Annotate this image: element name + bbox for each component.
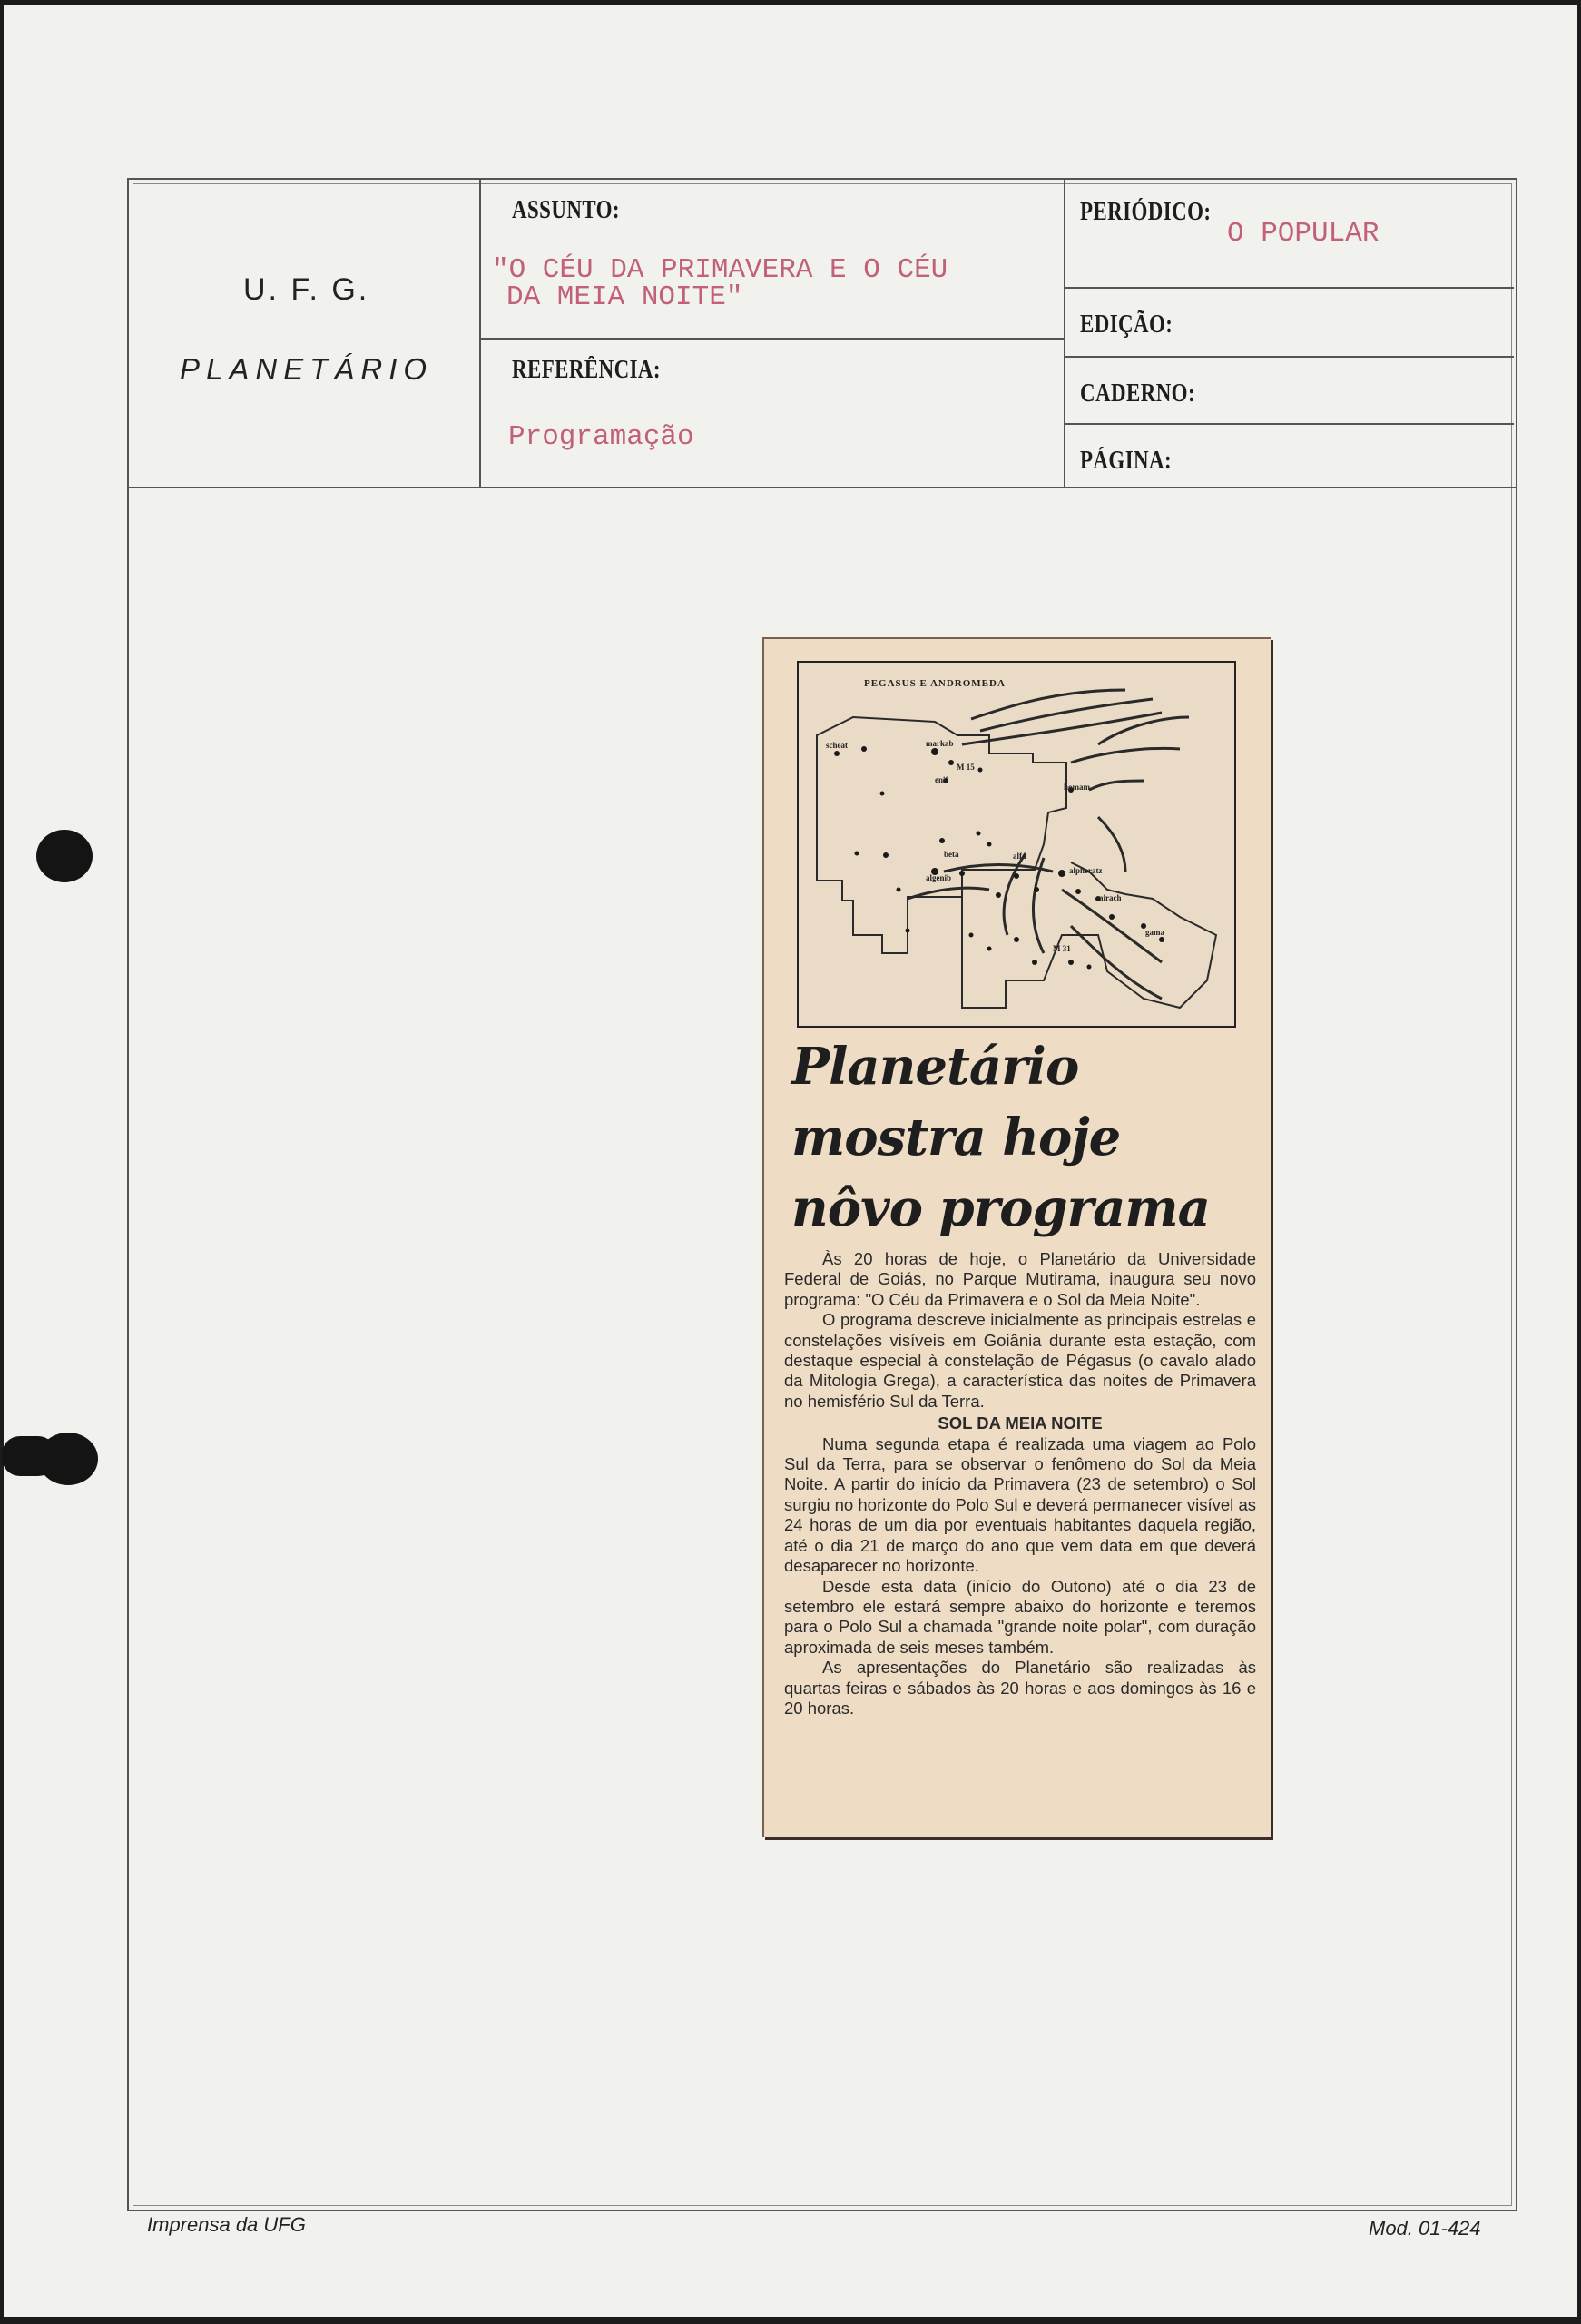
footer-form-code: Mod. 01-424	[1369, 2217, 1481, 2240]
headline-line-1: Planetário	[791, 1037, 1079, 1097]
headline-line-2: mostra hoje	[791, 1108, 1121, 1167]
headline-line-3: nôvo programa	[791, 1178, 1210, 1238]
periodico-value: O POPULAR	[1227, 218, 1380, 250]
assunto-value-line2: DA MEIA NOITE"	[506, 281, 743, 313]
periodico-label: PERIÓDICO:	[1080, 198, 1212, 226]
department-name: PLANETÁRIO	[180, 352, 434, 386]
article-subheading: SOL DA MEIA NOITE	[938, 1413, 1103, 1433]
referencia-value: Programação	[508, 421, 694, 453]
assunto-label: ASSUNTO:	[512, 196, 620, 224]
map-label-6: alfa	[1013, 852, 1026, 861]
article-body	[784, 1249, 1256, 1718]
referencia-label: REFERÊNCIA:	[512, 356, 661, 384]
map-label-11: gama	[1145, 928, 1164, 937]
periodico-rule	[1065, 287, 1514, 289]
constellation-map	[797, 661, 1236, 1028]
assunto-rule	[481, 338, 1064, 340]
article-headline	[791, 1031, 1254, 1244]
punch-hole-top	[36, 830, 93, 882]
article-paragraph-2: O programa descreve inicialmente as principais estrelas e constelações visíveis em Goiânia durante esta estação, com destaque especial à constelação de Pégasus (o cavalo alado da Mitologia Grega), a característica das noites de Primavera no hemisfério Sul da Terra.	[784, 1310, 1256, 1411]
edicao-rule	[1065, 356, 1514, 358]
pagina-label: PÁGINA:	[1080, 447, 1173, 475]
punch-hole-bottom	[38, 1433, 98, 1485]
map-label-8: alpheratz	[1069, 866, 1103, 875]
institution-name: U. F. G.	[243, 272, 370, 307]
map-label-5: beta	[944, 850, 959, 859]
map-label-1: markab	[926, 739, 954, 748]
article-paragraph-5: As apresentações do Planetário são realizadas às quartas feiras e sábados às 20 horas e aos domingos às 16 e 20 horas.	[784, 1658, 1256, 1718]
header-divider-1	[479, 180, 481, 488]
caderno-label: CADERNO:	[1080, 379, 1196, 408]
map-label-7: algenib	[926, 873, 952, 882]
map-label-0: scheat	[826, 741, 848, 750]
header-bottom-rule	[127, 487, 1516, 488]
map-title: PEGASUS E ANDROMEDA	[864, 678, 1006, 689]
header-divider-2	[1064, 180, 1065, 488]
pegasus-andromeda-star-map	[799, 663, 1234, 1026]
caderno-rule	[1065, 423, 1514, 425]
archive-sheet	[4, 5, 1577, 2317]
edicao-label: EDIÇÃO:	[1080, 310, 1173, 339]
assunto-value-line1: "O CÉU DA PRIMAVERA E O CÉU	[492, 254, 948, 286]
map-label-4: homam	[1064, 783, 1090, 792]
article-paragraph-4: Desde esta data (início do Outono) até o dia 23 de setembro ele estará sempre abaixo do horizonte e teremos para o Polo Sul a chamada "grande noite polar", com duração aproximada de seis meses também.	[784, 1576, 1256, 1657]
newspaper-clipping	[762, 637, 1271, 1837]
map-label-10: M 31	[1053, 944, 1071, 953]
map-label-9: mirach	[1096, 893, 1122, 902]
article-paragraph-3: Numa segunda etapa é realizada uma viagem ao Polo Sul da Terra, para se observar o fenômeno do Sol da Meia Noite. A partir do início da Primavera (23 de setembro) o Sol surgiu no horizonte do Polo Sul e deverá permanecer visível as 24 horas de um dia por eventuais habitantes daquela região, até o dia 21 de março do ano que vem data em que deverá desaparecer no horizonte.	[784, 1433, 1256, 1576]
map-label-3: enif	[935, 775, 948, 784]
article-paragraph-1: Às 20 horas de hoje, o Planetário da Universidade Federal de Goiás, no Parque Mutirama, inaugura seu novo programa: "O Céu da Primavera e o Sol da Meia Noite".	[784, 1249, 1256, 1309]
footer-imprensa: Imprensa da UFG	[147, 2213, 306, 2236]
map-label-2: M 15	[957, 763, 975, 772]
